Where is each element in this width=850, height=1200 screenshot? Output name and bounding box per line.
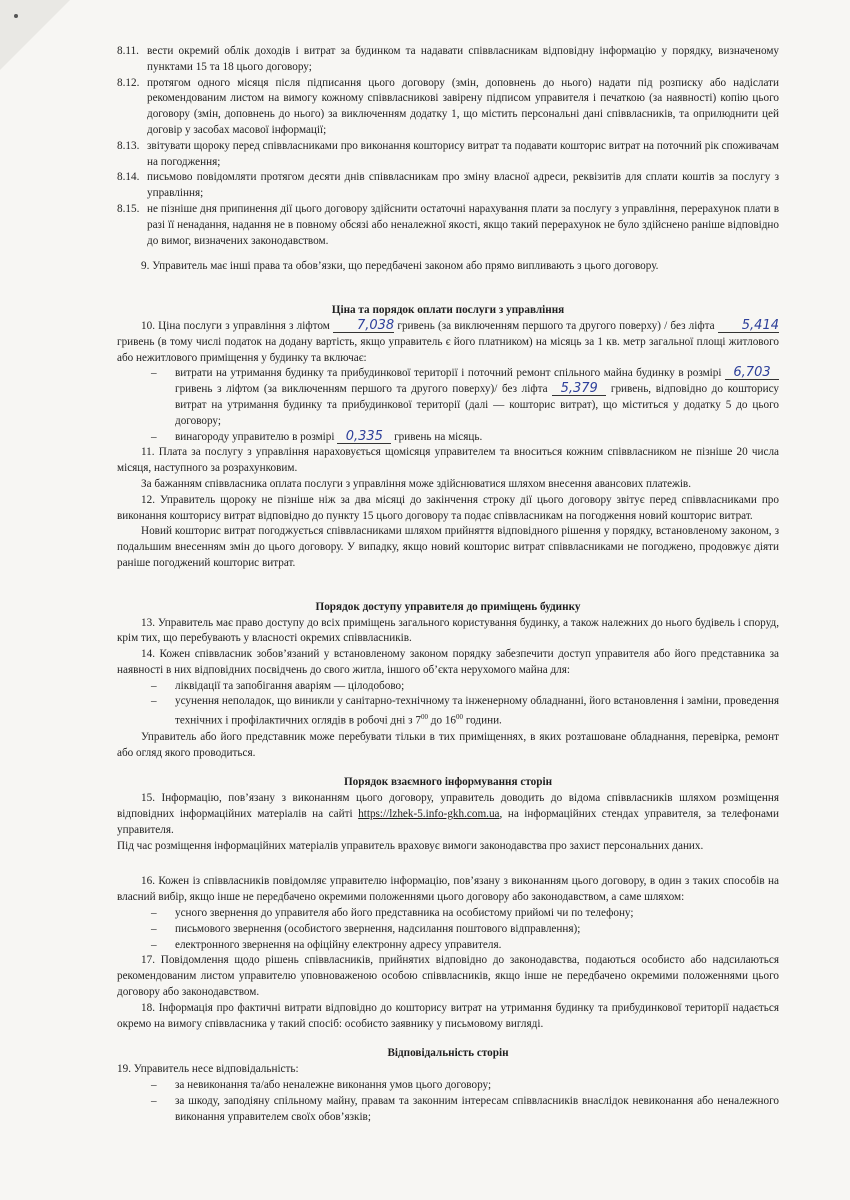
clause-text: усунення неполадок, що виникли у санітарно-технічному та інженерному обладнанні, його встановлення і заміни, проведення технічних і профілактичних оглядів в робочі дні з 7 [175,695,779,728]
clause-16: 16. Кожен із співвласників повідомляє управителю інформацію, пов’язану з виконанням цього договору, в один з таких способів на власний вибір, якщо інше не передбачено окремими положеннями цього договору або законодавством, а саме шляхом: [117,875,779,904]
handwritten-maintenance-nolift: 5,379 [552,382,606,396]
bullet-dash: – [151,367,157,380]
clause-text: протягом одного місяця після підписання цього договору (змін, доповнень до нього) надати під розписку або надіслати рекомендованим листом на вимогу кожному співвласникові завірену підписом управителя і печаткою (за наявності) копію цього договору (змін, доповнень до нього) за виключенням додатку 1, що містить персональні дані співвласників, та оприлюднити цей договір у засобах масової інформації; [147,76,779,136]
clause-text: не пізніше дня припинення дії цього договору здійснити остаточні нарахування плати за послугу з управління, перерахунок плати в разі її ненадання, надання не в повному обсязі або неналежної якості, якщо такий перерахунок не було здійснено раніше відповідно до вимог, визначених законодавством. [147,202,779,247]
clause-14-bullet-1 [117,679,779,695]
bullet-dash: – [151,695,157,708]
clause-13: 13. Управитель має право доступу до всіх приміщень загального користування будинку, а також належних до нього будівель і споруд, крім тих, що перебувають у власності окремих співвласників. [117,616,779,645]
clause-14: 14. Кожен співвласник зобов’язаний у встановленому законом порядку забезпечити доступ управителя або його представника за наявності в них відповідних посвідчень до свого житла, іншого об’єкта нерухомого майна для: [117,648,779,676]
clause-19-bullet-1 [117,1078,779,1094]
superscript-minutes: 00 [456,713,464,722]
clause-14-bullet-2 [117,694,779,729]
clause-text: винагороду управителю в розмірі [175,430,335,443]
clause-17: 17. Повідомлення щодо рішень співвласників, прийнятих відповідно до законодавства, подаються особисто або надсилаються рекомендованим листом управителю уповноваженою особою співвласників, якщо інше не передбачено окремими положеннями цього договору або законодавством. [117,954,779,998]
section-heading-access: Порядок доступу управителя до приміщень будинку [315,600,581,613]
clause-text: електронного звернення на офіційну електронну адресу управителя. [175,938,502,951]
clause-text: вести окремий облік доходів і витрат за будинком та надавати співвласникам відповідну інформацію у порядку, визначеному пунктами 15 та 18 цього договору; [147,45,779,73]
clause-8-15 [117,202,779,249]
clause-text: , на інформаційних стендах управителя, за телефонами управителя. [117,808,779,836]
clause-16-bullet-2 [117,922,779,938]
folded-corner [0,0,70,70]
clause-16-bullet-3 [117,938,779,954]
clause-number: 8.11. [117,45,139,57]
section-heading-information: Порядок взаємного інформування сторін [343,776,553,789]
section-heading-price: Ціна та порядок оплати послуги з управління [331,304,565,317]
clause-text: до 16 [427,715,457,728]
bullet-dash: – [151,922,157,935]
section-heading-responsibility: Відповідальність сторін [387,1047,509,1060]
clause-text: 15. Інформацію, пов’язану з виконанням цього договору, управитель доводить до відома співвласників шляхом розміщення відповідних інформаційних матеріалів на сайті [117,792,779,820]
bullet-dash: – [151,430,157,443]
handwritten-price-nolift: 5,414 [718,319,779,333]
bullet-dash: – [151,679,157,692]
clause-18: 18. Інформація про фактичні витрати відповідно до кошторису витрат на утримання будинку та прибудинкової території надається окремо на вимогу співвласника у такий спосіб: особисто заявнику у письмовому вигляді. [117,1001,779,1030]
clause-text: гривень (за виключенням першого та другого поверху) / без ліфта [397,319,715,332]
clause-text: усного звернення до управителя або його представника на особистому прийомі чи по телефону; [175,906,634,919]
clause-15-privacy: Під час розміщення інформаційних матеріалів управитель враховує вимоги законодавства про захист персональних даних. [117,839,704,852]
bullet-dash: – [151,1078,157,1091]
clause-16-bullet-1 [117,906,779,922]
scan-speck [14,14,18,18]
clause-11-advance: За бажанням співвласника оплата послуги з управління може здійснюватися шляхом внесення авансових платежів. [141,477,692,490]
clause-text: гривень (в тому числі податок на додану вартість, якщо управитель є його платником) на місяць за 1 кв. метр загальної площі житлового або нежитлового приміщення у будинку та включає: [117,335,779,364]
clause-text: за шкоду, заподіяну спільному майну, правам та законним інтересам співвласників внаслідок невиконання або неналежного виконання управителем своїх обов’язків; [175,1094,779,1123]
clause-text: звітувати щороку перед співвласниками про виконання кошторису витрат та подавати кошторис витрат на поточний рік споживачам на погодження; [147,139,779,168]
clause-text: гривень, відповідно до кошторису витрат на утримання будинку та прибудинкової території (далі — кошторис витрат), що міститься у додатку 5 до цього договору; [175,383,780,427]
document-body [117,44,779,1125]
clause-19: 19. Управитель несе відповідальність: [117,1063,299,1076]
clause-19-bullet-2 [117,1094,779,1126]
clause-text: ліквідації та запобігання аваріям — цілодобово; [175,679,405,692]
clause-8-11 [117,44,779,76]
clause-8-14 [117,170,779,202]
bullet-dash: – [151,938,157,951]
clause-text: гривень на місяць. [394,430,483,443]
clause-text: витрати на утримання будинку та прибудинкової території і поточний ремонт спільного майна будинку в розмірі [175,367,722,380]
clause-number: 8.15. [117,202,140,215]
bullet-dash: – [151,1094,157,1107]
clause-11: 11. Плата за послугу з управління нараховується щомісяця управителем та вноситься кожним співвласником не пізніше 20 числа місяця, наступного за розрахунковим. [117,446,779,475]
clause-8-13 [117,139,779,171]
clause-text: 10. Ціна послуги з управління з ліфтом [141,319,330,332]
clause-10 [117,319,779,366]
handwritten-manager-fee: 0,335 [337,430,391,444]
clause-12-new-estimate: Новий кошторис витрат погоджується співвласниками шляхом прийняття відповідного рішення у порядку, встановленому законом, з подальшим внесенням змін до цього договору. У випадку, якщо новий кошторис витрат співвласниками не погоджено, продовжує діяти раніше погоджений кошторис витрат. [117,525,779,569]
clause-text: гривень з ліфтом (за виключенням першого та другого поверху)/ без ліфта [175,383,548,396]
website-link[interactable]: https://lzhek-5.info-gkh.com.ua [358,808,500,820]
bullet-dash: – [151,906,157,919]
clause-15 [117,791,779,838]
clause-text: письмового звернення (особистого звернення, надсилання поштового відправлення); [175,922,581,935]
clause-14-presence: Управитель або його представник може перебувати тільки в тих приміщеннях, в яких розташоване обладнання, перевірка, ремонт або огляд якого проводиться. [117,730,779,759]
clause-10-bullet-1 [117,366,779,429]
clause-number: 8.12. [117,76,140,89]
clause-9: 9. Управитель має інші права та обов’язки, що передбачені законом або прямо випливають з цього договору. [141,260,659,273]
superscript-minutes: 00 [420,713,428,722]
handwritten-maintenance-lift: 6,703 [725,366,779,380]
clause-12: 12. Управитель щороку не пізніше ніж за два місяці до закінчення строку дії цього договору звітує перед співвласниками про виконання кошторису витрат відповідно до пункту 15 цього договору та подає співвласникам на погодження новий кошторис витрат. [117,493,779,522]
handwritten-price-lift: 7,038 [333,319,394,333]
clause-number: 8.13. [117,139,140,152]
clause-text: письмово повідомляти протягом десяти днів співвласникам про зміну власної адреси, реквізитів для сплати коштів за послугу з управління; [147,171,779,200]
clause-8-12 [117,76,779,139]
clause-number: 8.14. [117,171,140,184]
clause-10-bullet-2 [117,430,779,446]
clause-text: години. [463,715,502,728]
clause-text: за невиконання та/або неналежне виконання умов цього договору; [175,1078,492,1091]
